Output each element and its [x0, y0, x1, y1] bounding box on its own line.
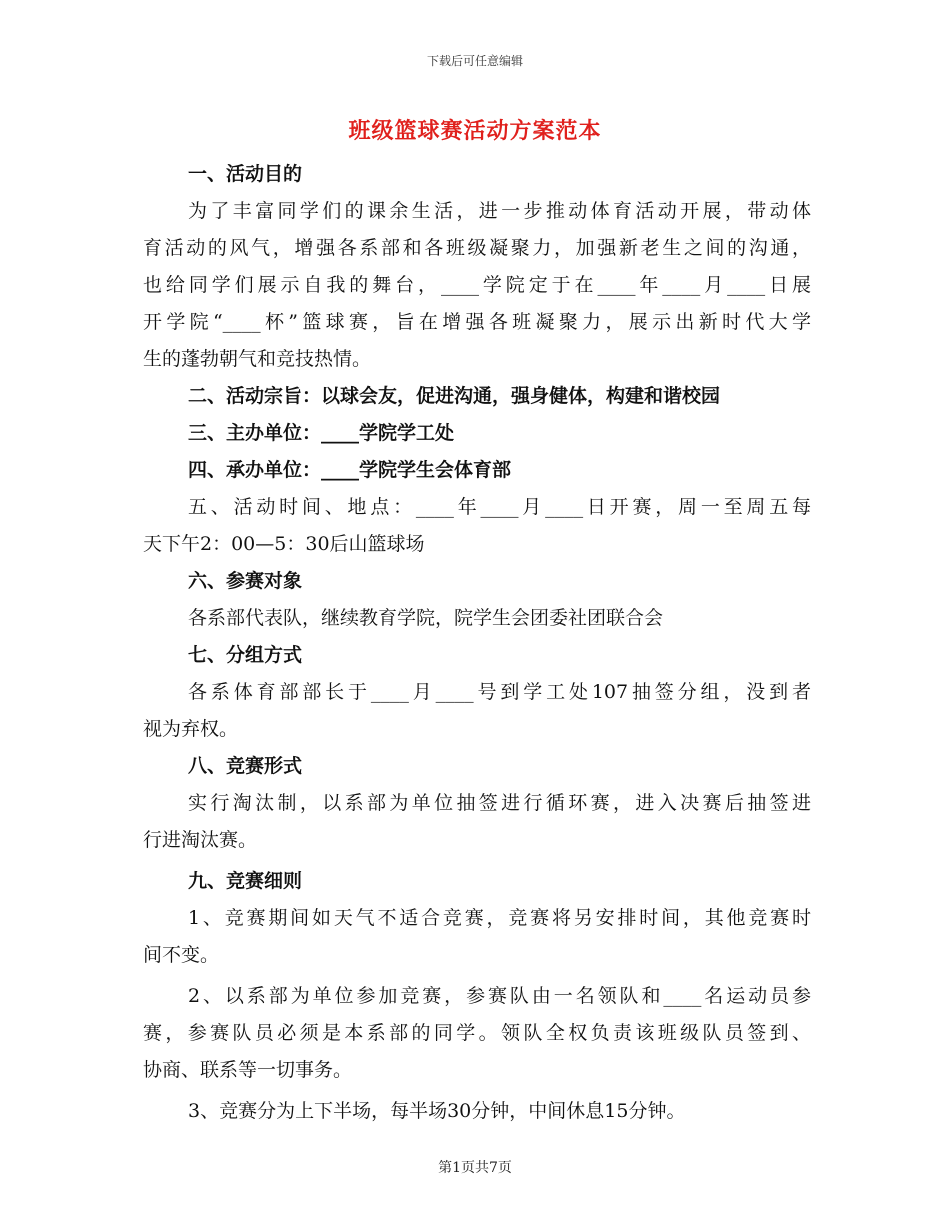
- paragraph-line: 间不变。: [143, 944, 220, 966]
- section-heading: 六、参赛对象: [188, 570, 303, 592]
- paragraph-line: 行进淘汰赛。: [143, 829, 258, 851]
- paragraph-line: 开学院“____杯”篮球赛，旨在增强各班凝聚力，展示出新时代大学: [143, 311, 811, 333]
- section-heading: 一、活动目的: [188, 163, 303, 185]
- document-body: [143, 156, 811, 1130]
- paragraph-line: 也给同学们展示自我的舞台，____学院定于在____年____月____日展: [143, 274, 811, 296]
- page-header: 下载后可任意编辑: [426, 54, 523, 68]
- paragraph-line: 生的蓬勃朝气和竞技热情。: [143, 348, 372, 370]
- paragraph-line: 各系部代表队，继续教育学院，院学生会团委社团联合会: [188, 607, 664, 629]
- paragraph-line: 为了丰富同学们的课余生活，进一步推动体育活动开展，带动体: [188, 200, 811, 222]
- section-heading: 四、承办单位：____学院学生会体育部: [188, 459, 512, 481]
- paragraph-line: 天下午2：00—5：30后山篮球场: [143, 533, 425, 555]
- page-footer: 第1页共7页: [438, 1160, 512, 1176]
- section-heading: 二、活动宗旨：以球会友，促进沟通，强身健体，构建和谐校园: [188, 385, 721, 407]
- section-heading: 三、主办单位：____学院学工处: [188, 422, 455, 444]
- paragraph-line: 协商、联系等一切事务。: [143, 1059, 353, 1081]
- section-heading: 九、竞赛细则: [188, 870, 303, 892]
- section-heading: 八、竞赛形式: [188, 755, 303, 777]
- paragraph-line: 赛，参赛队员必须是本系部的同学。领队全权负责该班级队员签到、: [143, 1022, 811, 1044]
- paragraph-line: 视为弃权。: [143, 718, 239, 740]
- paragraph-line: 五、活动时间、地点：____年____月____日开赛，周一至周五每: [188, 496, 811, 518]
- paragraph-line: 2、以系部为单位参加竞赛，参赛队由一名领队和____名运动员参: [188, 985, 811, 1007]
- document-title: 班级篮球赛活动方案范本: [348, 118, 602, 144]
- paragraph-line: 实行淘汰制，以系部为单位抽签进行循环赛，进入决赛后抽签进: [188, 792, 811, 814]
- paragraph-line: 1、竞赛期间如天气不适合竞赛，竞赛将另安排时间，其他竞赛时: [188, 907, 811, 929]
- paragraph-line: 各系体育部部长于____月____号到学工处107抽签分组，没到者: [188, 681, 811, 703]
- paragraph-line: 3、竞赛分为上下半场，每半场30分钟，中间休息15分钟。: [188, 1100, 686, 1122]
- section-heading: 七、分组方式: [188, 644, 303, 666]
- paragraph-line: 育活动的风气，增强各系部和各班级凝聚力，加强新老生之间的沟通，: [143, 237, 811, 259]
